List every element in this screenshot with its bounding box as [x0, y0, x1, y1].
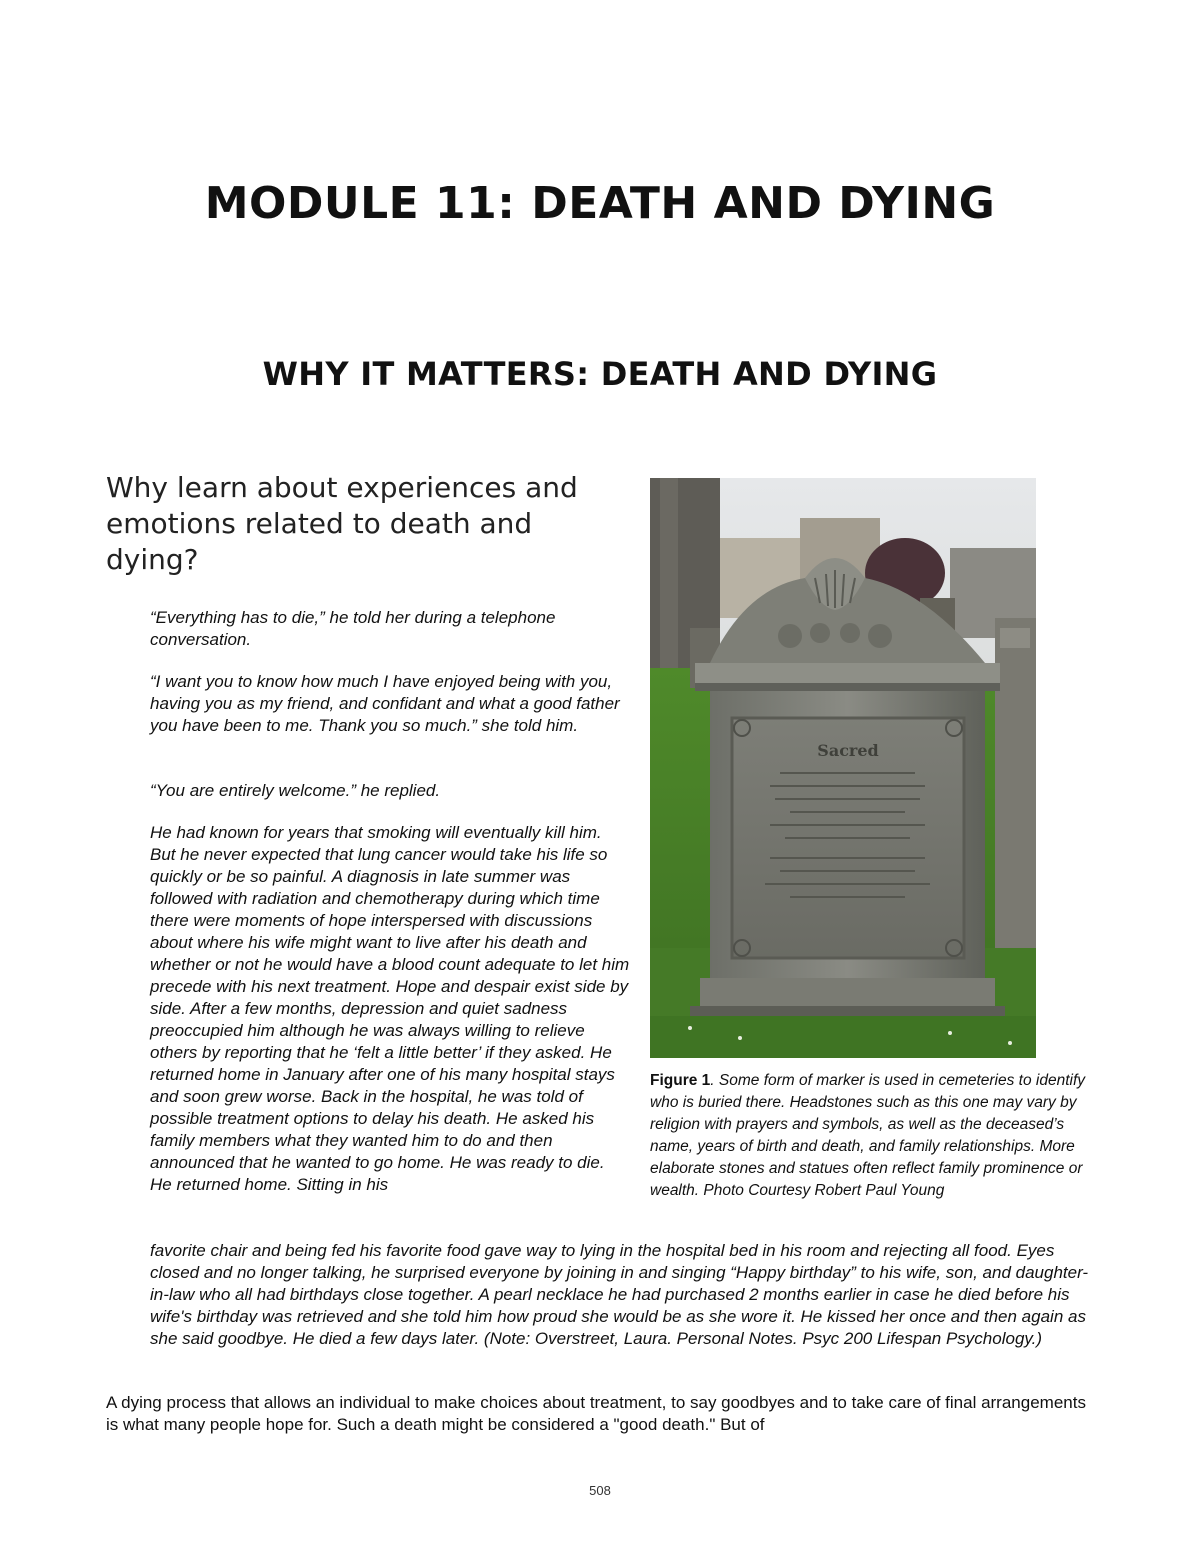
headstone-photo — [650, 478, 1036, 1058]
module-title: MODULE 11: DEATH AND DYING — [204, 178, 996, 229]
story-quote: “I want you to know how much I have enjoyed being with you, having you as my friend, and confidant and what a good father you have been to me. Thank you so much.” she told him. — [150, 672, 620, 735]
figure-label: Figure 1 — [650, 1072, 711, 1089]
story-paragraph: He had known for years that smoking will eventually kill him. But he never expected that lung cancer would take his life so quickly or be so painful. A diagnosis in late summer was followed with radiation and chemotherapy during which time there were moments of hope interspersed with discussions about where his wife might want to live after his death and whether or not he would have a blood count adequate to let him precede with his next treatment. Hope and despair exist side by side. After a few months, depression and quiet sadness preoccupied him although he was always willing to relieve others by reporting that he ‘felt a little better’ if they asked. He returned home in January after one of his many hospital stays and soon grew worse. Back in the hospital, he was told of possible treatment options to delay his death. He asked his family members what they wanted him to do and then announced that he wanted to go home. He was ready to die. He returned home. Sitting in his — [150, 823, 630, 1194]
figure-caption — [650, 1070, 1100, 1202]
lead-question: Why learn about experiences and emotions related to death and dying? — [106, 471, 578, 576]
section-title: WHY IT MATTERS: DEATH AND DYING — [262, 355, 938, 393]
body-paragraph: A dying process that allows an individual to make choices about treatment, to say goodbyes and to take care of final arrangements is what many people hope for. Such a death might be considered a "good death." But of — [106, 1393, 1086, 1434]
figure-caption-text: . Some form of marker is used in cemeteries to identify who is buried there. Headstones such as this one may vary by religion with prayers and symbols, as well as the deceased’s name, years of birth and death, and family relationships. More elaborate stones and statues often reflect family prominence or wealth. Photo Courtesy Robert Paul Young — [650, 1072, 1086, 1199]
story-quote: “Everything has to die,” he told her during a telephone conversation. — [150, 608, 556, 649]
story-quote: “You are entirely welcome.” he replied. — [150, 781, 441, 800]
page-number: 508 — [589, 1483, 611, 1498]
story-paragraph-continued: favorite chair and being fed his favorite food gave way to lying in the hospital bed in his room and rejecting all food. Eyes closed and no longer talking, he surprised everyone by joining in and singing “Happy birthday” to his wife, son, and daughter-in-law who all had birthdays close together. A pearl necklace he had purchased 2 months earlier in case he died before his wife's birthday was retrieved and she told him how proud she would be as she wore it. He kissed her once and then again as she said goodbye. He died a few days later. (Note: Overstreet, Laura. Personal Notes. Psyc 200 Lifespan Psychology.) — [150, 1241, 1089, 1348]
headstone-inscription: Sacred — [817, 741, 879, 760]
